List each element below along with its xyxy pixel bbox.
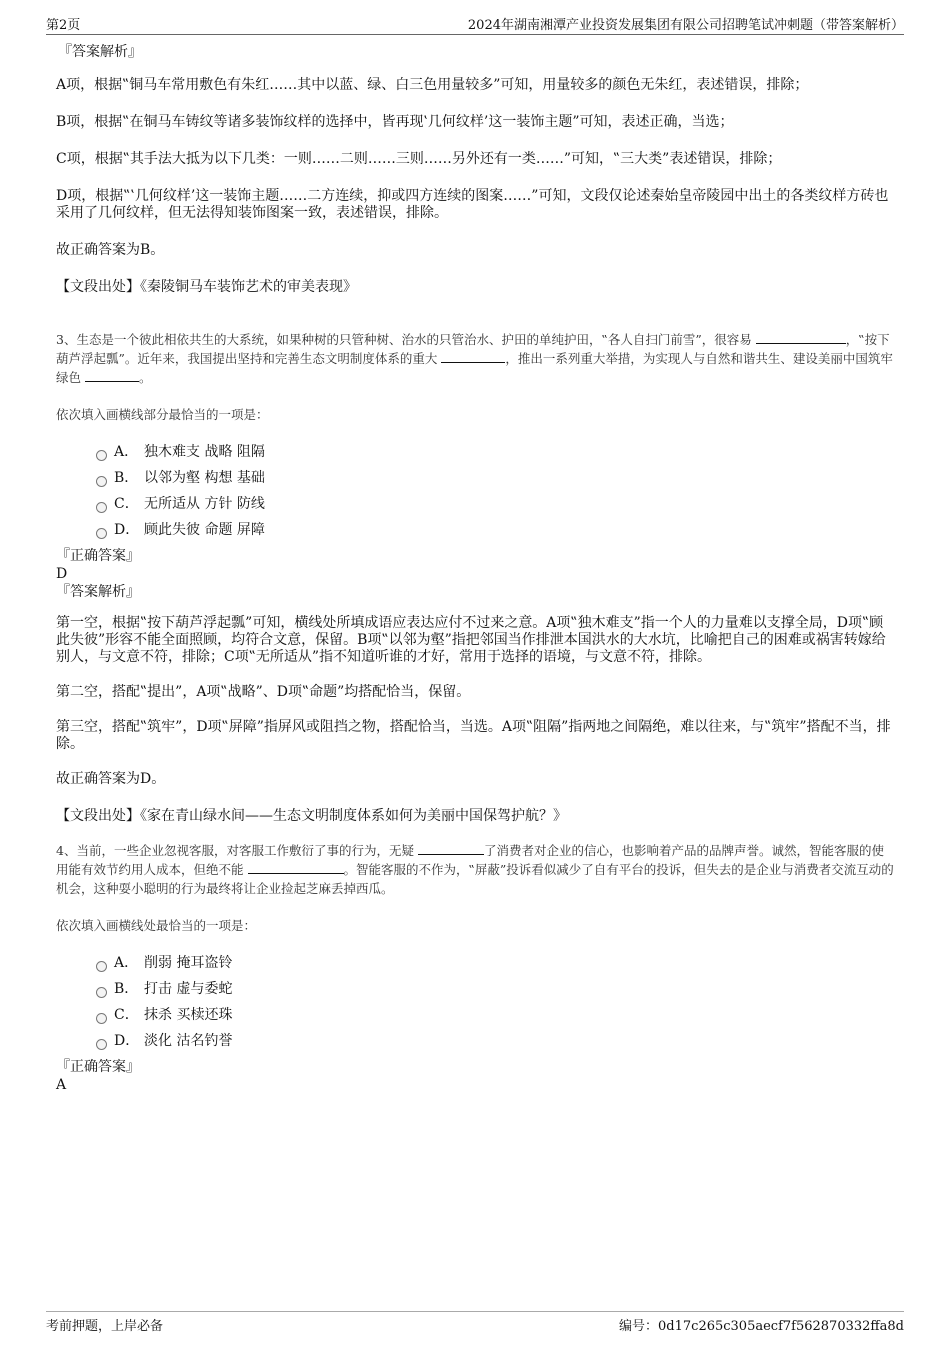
option-c[interactable]: C． 抹杀 买椟还珠 bbox=[56, 1002, 896, 1028]
question-4-stem: 4、当前，一些企业忽视客服，对客服工作敷衍了事的行为，无疑 了消费者对企业的信心，也影响着产品的品牌声誉。诚然，智能客服的使用能有效节约用人成本，但绝不能 。智能客服的不作为，‟屏蔽”投诉看似减少了自有平台的投诉，但失去的是企业与消费者交流互动的机会，这种耍小聪明的行为最终将让企业捡起芝麻丢掉西瓜。 bbox=[56, 843, 894, 896]
passage-source: 【文段出处】《家在青山绿水间——生态文明制度体系如何为美丽中国保驾护航？》 bbox=[56, 808, 567, 824]
analysis-blank-3: 第三空，搭配‟筑牢”，D项‟屏障”指屏风或阻挡之物，搭配恰当，当选。A项‟阻隔”指两地之间隔绝，难以往来，与‟筑牢”搭配不当，排除。 bbox=[56, 719, 891, 752]
passage-source: 【文段出处】《秦陵铜马车装饰艺术的审美表现》 bbox=[56, 279, 357, 295]
fill-blank bbox=[85, 369, 139, 382]
correct-answer-heading: 『正确答案』 bbox=[56, 1059, 140, 1075]
analysis-option-c: C项，根据‟其手法大抵为以下几类：一则……二则……三则……另外还有一类……”可知，‟三大类”表述错误，排除； bbox=[56, 151, 782, 167]
option-b[interactable]: B． 打击 虚与委蛇 bbox=[56, 976, 896, 1002]
analysis-option-b: B项，根据‟在铜马车铸纹等诸多装饰纹样的选择中，皆再现‛几何纹样’这一装饰主题”可知，表述正确，当选； bbox=[56, 114, 734, 130]
document-id: 编号：0d17c265c305aecf7f562870332ffa8d bbox=[619, 1319, 904, 1334]
question-4-instruction: 依次填入画横线处最恰当的一项是： bbox=[56, 918, 257, 933]
option-a[interactable]: A． 独木难支 战略 阻隔 bbox=[56, 439, 896, 465]
fill-blank bbox=[248, 861, 344, 874]
correct-answer: D bbox=[56, 566, 68, 582]
analysis-heading: 『答案解析』 bbox=[56, 584, 140, 600]
analysis-conclusion: 故正确答案为B。 bbox=[56, 242, 165, 258]
radio-icon[interactable] bbox=[96, 502, 107, 513]
analysis-heading: 『答案解析』 bbox=[58, 44, 142, 60]
radio-icon[interactable] bbox=[96, 961, 107, 972]
page-number: 第2页 bbox=[46, 18, 81, 33]
analysis-blank-1: 第一空，根据‟按下葫芦浮起瓢”可知，横线处所填成语应表达应付不过来之意。A项‟独木难支”指一个人的力量难以支撑全局，D项‟顾此失彼”形容不能全面照顾，均符合文意，保留。B项‟以邻为壑”指把邻国当作排泄本国洪水的大水坑，比喻把自己的困难或祸害转嫁给别人，与文意不符，排除；C项‟无所适从”指不知道听谁的才好，常用于选择的语境，与文意不符，排除。 bbox=[56, 615, 886, 665]
option-c[interactable]: C． 无所适从 方针 防线 bbox=[56, 491, 896, 517]
radio-icon[interactable] bbox=[96, 1039, 107, 1050]
analysis-option-a: A项，根据‟铜马车常用敷色有朱红……其中以蓝、绿、白三色用量较多”可知，用量较多的颜色无朱红，表述错误，排除； bbox=[56, 77, 809, 93]
footer-slogan: 考前押题，上岸必备 bbox=[46, 1319, 164, 1334]
option-d[interactable]: D． 淡化 沽名钓誉 bbox=[56, 1028, 896, 1054]
page-header bbox=[46, 12, 904, 35]
option-b[interactable]: B． 以邻为壑 构想 基础 bbox=[56, 465, 896, 491]
option-a[interactable]: A． 削弱 掩耳盗铃 bbox=[56, 950, 896, 976]
question-3-instruction: 依次填入画横线部分最恰当的一项是： bbox=[56, 407, 269, 422]
question-4-options bbox=[56, 950, 896, 1054]
correct-answer: A bbox=[56, 1077, 67, 1093]
radio-icon[interactable] bbox=[96, 450, 107, 461]
radio-icon[interactable] bbox=[96, 476, 107, 487]
page-content bbox=[56, 44, 896, 1094]
radio-icon[interactable] bbox=[96, 987, 107, 998]
analysis-conclusion: 故正确答案为D。 bbox=[56, 771, 166, 787]
analysis-option-d: D项，根据‟‛几何纹样’这一装饰主题……二方连续，抑或四方连续的图案……”可知，文段仅论述秦始皇帝陵园中出土的各类纹样方砖也采用了几何纹样，但无法得知装饰图案一致，表述错误，排除。 bbox=[56, 188, 889, 221]
analysis-blank-2: 第二空，搭配‟提出”，A项‟战略”、D项‟命题”均搭配恰当，保留。 bbox=[56, 684, 471, 700]
fill-blank bbox=[756, 331, 846, 344]
document-title: 2024年湖南湘潭产业投资发展集团有限公司招聘笔试冲刺题（带答案解析） bbox=[467, 18, 904, 33]
fill-blank bbox=[441, 350, 505, 363]
question-3-options bbox=[56, 439, 896, 543]
page-footer bbox=[46, 1311, 904, 1332]
option-d[interactable]: D． 顾此失彼 命题 屏障 bbox=[56, 517, 896, 543]
correct-answer-heading: 『正确答案』 bbox=[56, 548, 140, 564]
radio-icon[interactable] bbox=[96, 528, 107, 539]
question-3-stem: 3、生态是一个彼此相依共生的大系统，如果种树的只管种树、治水的只管治水、护田的单纯护田，‟各人自扫门前雪”，很容易 ，‟按下葫芦浮起瓢”。近年来，我国提出坚持和完善生态文明制度体系的重大 ，推出一系列重大举措，为实现人与自然和谐共生、建设美丽中国筑牢绿色 。 bbox=[56, 332, 893, 385]
fill-blank bbox=[418, 842, 484, 855]
radio-icon[interactable] bbox=[96, 1013, 107, 1024]
